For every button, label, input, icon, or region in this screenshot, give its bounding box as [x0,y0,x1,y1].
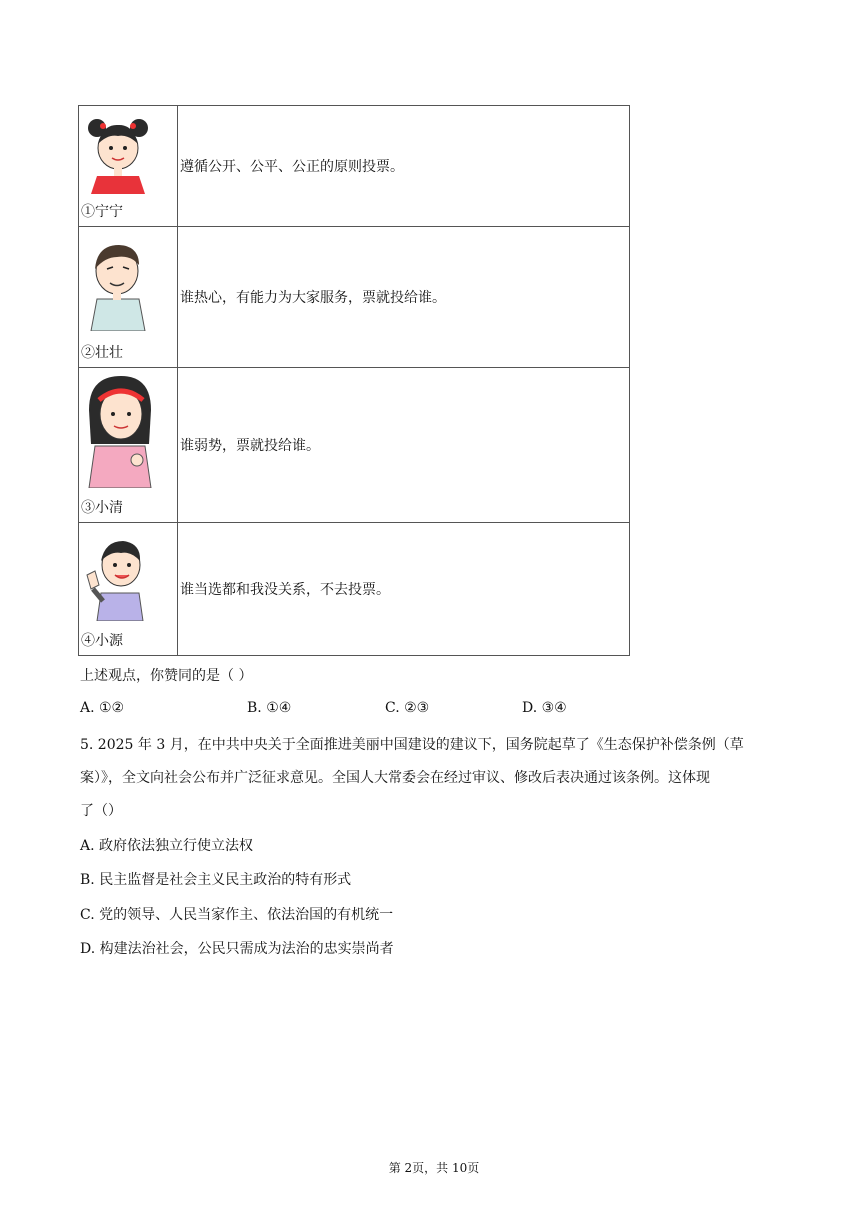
q4-option-d: D. ③④ [522,700,567,716]
table-row [79,523,630,656]
q5-option-b: B. 民主监督是社会主义民主政治的特有形式 [80,872,352,888]
boy-thumbs-up-avatar-icon [83,531,153,621]
table-row [79,227,630,368]
question-5-stem-line-2: 案）》，全文向社会公布并广泛征求意见。全国人大常委会在经过审议、修改后表决通过该条例。这体现 [80,770,710,786]
opinion-speaker-name: ②壮壮 [81,345,123,361]
opinion-text: 谁当选都和我没关系，不去投票。 [178,523,630,656]
q5-option-a: A. 政府依法独立行使立法权 [80,838,254,854]
girl-avatar-icon [83,112,153,194]
question-5-stem-line-3: 了（） [80,803,122,819]
opinion-speaker-name: ①宁宁 [81,204,123,220]
opinion-text: 谁热心，有能力为大家服务，票就投给谁。 [178,227,630,368]
q5-option-c: C. 党的领导、人民当家作主、依法治国的有机统一 [80,907,394,923]
avatar-cell [79,523,178,656]
girl-headband-avatar-icon [83,370,157,488]
question-4-prompt: 上述观点，你赞同的是（ ） [80,668,253,684]
question-5-stem-line-1: 5. 2025 年 3 月，在中共中央关于全面推进美丽中国建设的建议下，国务院起草了《生态保护补偿条例（草 [80,737,744,753]
opinion-speaker-name: ③小清 [81,500,123,516]
q5-option-d: D. 构建法治社会，公民只需成为法治的忠实崇尚者 [80,941,394,957]
q4-option-b: B. ①④ [247,700,292,716]
opinion-text: 遵循公开、公平、公正的原则投票。 [178,106,630,227]
boy-avatar-icon [83,235,153,331]
q4-option-a: A. ①② [80,700,125,716]
opinion-text: 谁弱势，票就投给谁。 [178,368,630,523]
page-footer: 第 2页，共 10页 [388,1161,480,1175]
table-row [79,106,630,227]
table-row [79,368,630,523]
q4-option-c: C. ②③ [385,700,430,716]
avatar-cell [79,368,178,523]
avatar-cell [79,106,178,227]
avatar-cell [79,227,178,368]
opinion-speaker-name: ④小源 [81,633,123,649]
opinions-table [78,105,630,656]
